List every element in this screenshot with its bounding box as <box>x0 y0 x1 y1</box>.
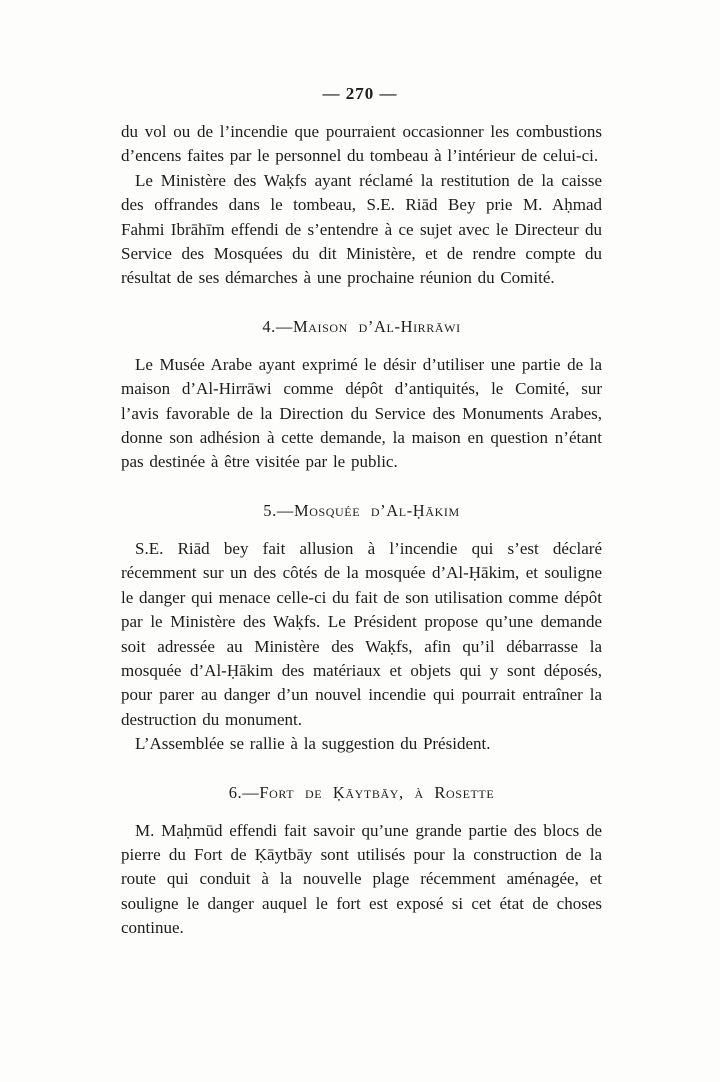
paragraph: L’Assemblée se rallie à la suggestion du Président. <box>135 734 491 754</box>
section-title: Mosquée d’Al-Ḥākim <box>293 500 460 520</box>
paragraph: M. Maḥmūd effendi fait savoir qu’une grande partie des blocs de pierre du Fort de Ḳāytbāy sont utilisés pour la construction de la route qui conduit à la nouvelle plage récemment aménagée, et souligne le danger auquel le fort est exposé si cet état de choses continue. <box>121 820 602 938</box>
paragraph: Le Ministère des Waḳfs ayant réclamé la restitution de la caisse des offrandes dans le tombeau, S.E. Riād Bey prie M. Aḥmad Fahmi Ibrāhīm effendi de s’entendre à ce sujet avec le Directeur du Service des Mosquées du dit Ministère, et de rendre compte du résultat de ses démarches à une prochaine réunion du Comité. <box>121 170 602 288</box>
section-heading <box>121 783 602 803</box>
paragraph: S.E. Riād bey fait allusion à l’incendie qui s’est déclaré récemment sur un des côtés de la mosquée d’Al-Ḥākim, et souligne le danger qui menace celle-ci du fait de son utilisation comme dépôt par le Ministère des Waḳfs. Le Président propose qu’une demande soit adressée au Ministère des Waḳfs, afin qu’il débarrasse la mosquée d’Al-Ḥākim des matériaux et objets qui y sont déposés, pour parer au danger d’un nouvel incendie qui pourrait entraîner la destruction du monument. <box>121 538 602 729</box>
section-number: 4.— <box>262 316 293 336</box>
paragraph: du vol ou de l’incendie que pourraient occasionner les combustions d’encens faites par le personnel du tombeau à l’intérieur de celui-ci. <box>121 122 602 166</box>
section-heading <box>121 501 602 521</box>
section-number: 6.— <box>228 782 260 802</box>
section-number: 5.— <box>263 500 294 520</box>
section-title: Fort de Ḳāytbāy, à Rosette <box>259 782 495 802</box>
paragraph: Le Musée Arabe ayant exprimé le désir d’utiliser une partie de la maison d’Al-Hirrāwi comme dépôt d’antiquités, le Comité, sur l’avis favorable de la Direction du Service des Monuments Arabes, donne son adhésion à cette demande, la maison en question n’étant pas destinée à être visitée par le public. <box>121 354 602 472</box>
document-body <box>121 120 602 941</box>
section-heading <box>121 317 602 337</box>
page-number: — 270 — <box>322 84 398 103</box>
section-title: Maison d’Al-Hirrāwi <box>293 316 461 336</box>
